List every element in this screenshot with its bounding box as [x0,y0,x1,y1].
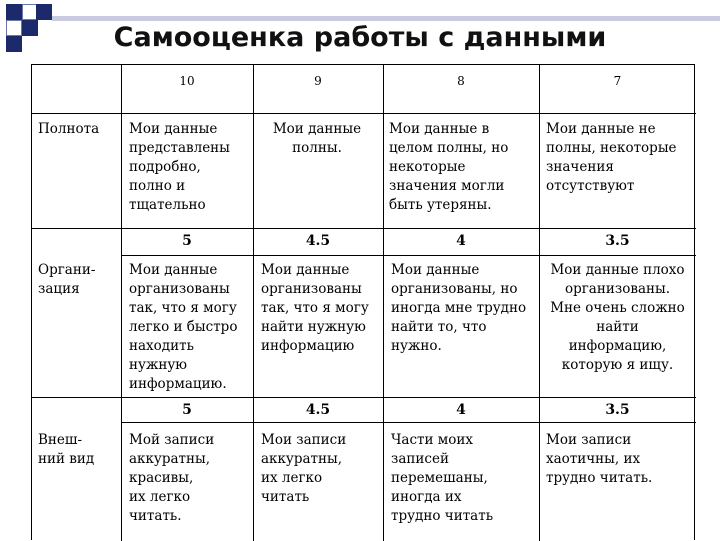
row-divider [121,228,696,229]
score-header: 5 [182,233,192,249]
decor-square [36,4,52,20]
score-header: 4 [456,233,466,249]
score-header: 10 [179,74,195,88]
rubric-cell: Мои записи хаотичны, их трудно читать. [546,432,653,486]
criterion-label: Внеш- ний вид [38,432,95,467]
decor-bar [52,16,720,21]
score-header: 3.5 [605,402,630,418]
rubric-cell: Мой записи аккуратны, красивы, их легко читать. [129,432,215,524]
row-divider [32,113,696,114]
score-header: 4.5 [305,402,331,418]
column-divider [383,65,384,541]
criterion-label: Органи- зация [38,262,96,297]
rubric-cell: Мои данные представлены подробно, полно и тщательно [129,121,230,213]
score-header: 8 [457,74,465,88]
column-divider [121,65,122,541]
rubric-table [31,64,695,540]
rubric-cell: Части моих записей перемешаны, иногда их трудно читать [391,432,494,524]
rubric-cell: Мои данные плохо организованы. Мне очень сложно найти информацию, которую я ищу. [550,262,685,373]
rubric-cell: Мои данные организованы, но иногда мне трудно найти то, что нужно. [391,262,527,354]
row-divider [32,397,121,398]
row-divider [121,422,696,423]
page-title: Самооценка работы с данными [113,22,607,53]
score-header: 4.5 [305,233,331,249]
rubric-cell: Мои данные в целом полны, но некоторые значения могли быть утеряны. [389,121,509,213]
score-header: 5 [182,402,192,418]
score-header: 7 [613,74,622,88]
row-divider [32,228,121,229]
rubric-cell: Мои данные организованы так, что я могу легко и быстро находить нужную информацию. [129,262,238,392]
row-divider [121,255,696,256]
rubric-cell: Мои данные не полны, некоторые значения отсутствуют [546,121,677,194]
rubric-cell: Мои данные полны. [272,121,362,156]
rubric-cell: Мои записи аккуратны, их легко читать [261,432,347,505]
rubric-cell: Мои данные организованы так, что я могу найти нужную информацию [261,262,369,354]
criterion-label: Полнота [38,121,100,137]
column-divider [539,65,540,541]
row-divider [121,397,696,398]
score-header: 4 [456,402,466,418]
score-header: 3.5 [605,233,630,249]
score-header: 9 [314,74,322,88]
decor-square [6,4,22,20]
column-divider [253,65,254,541]
